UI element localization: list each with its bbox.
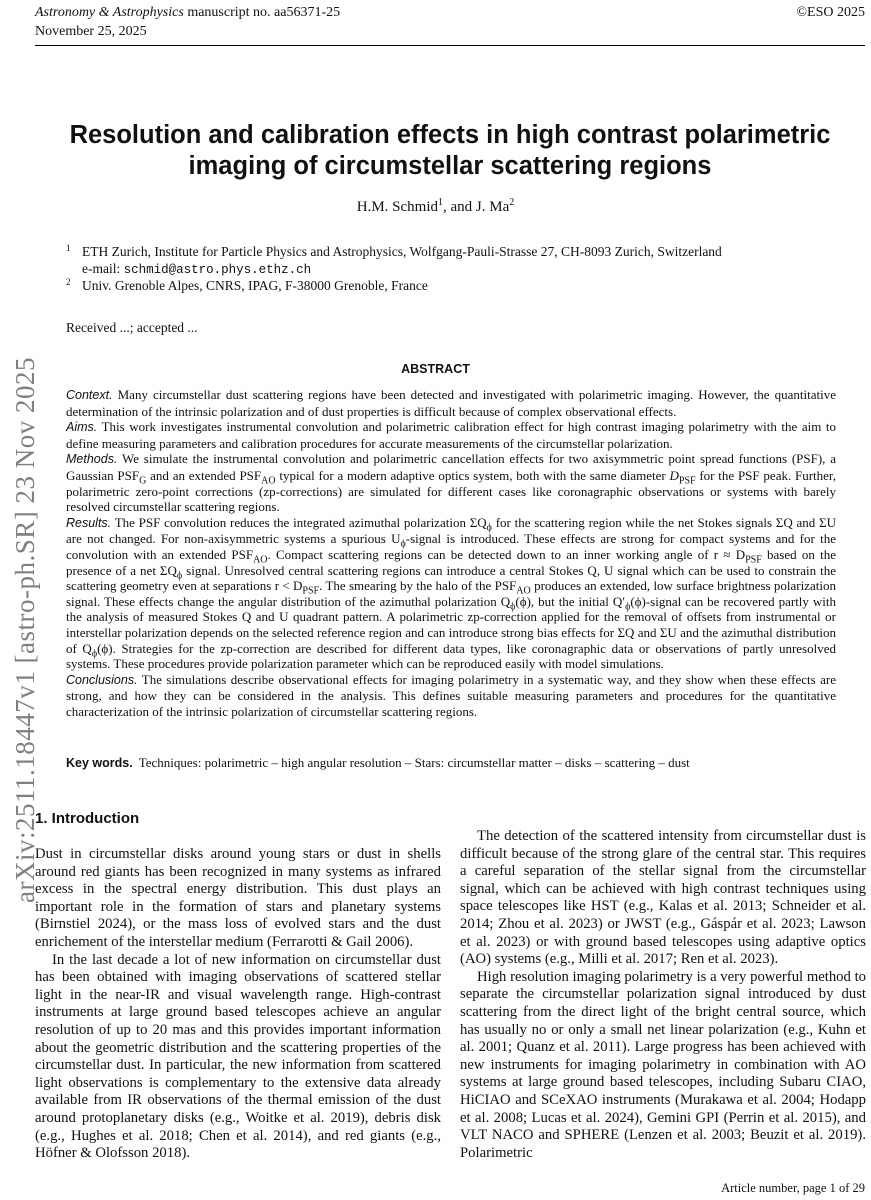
copyright: ©ESO 2025 xyxy=(796,5,865,20)
right-column xyxy=(460,828,866,1162)
keywords-text: Techniques: polarimetric – high angular resolution – Stars: circumstellar matter – disks – scattering – dust xyxy=(138,755,690,770)
email-link[interactable]: schmid@astro.phys.ethz.ch xyxy=(123,263,312,277)
keywords xyxy=(66,755,836,771)
affiliation-text: ETH Zurich, Institute for Particle Physics and Astrophysics, Wolfgang-Pauli-Strasse 27, CH-8093 Zurich, Switzerland xyxy=(82,244,722,259)
abstract-context: Context. Many circumstellar dust scattering regions have been detected and investigated with polarimetric imaging. However, the quantitative determination of the intrinsic polarization and of dust properties is difficult because of complex observational effects. xyxy=(66,387,836,419)
abstract-conclusions: Conclusions. The simulations describe observational effects for imaging polarimetry in a systematic way, and they show when these effects are strong, and how they can be considered in the analysis. This defines suitable measuring parameters and procedures for the quantitative characterization of the intrinsic polarization of circumstellar scattering regions. xyxy=(66,671,837,719)
keywords-label: Key words. xyxy=(66,756,133,770)
abstract-heading: ABSTRACT xyxy=(401,362,470,376)
abstract-methods: Methods. We simulate the instrumental convolution and polarimetric cancellation effects for two axisymmetric point spread functions (PSF), a Gaussian $PSF_G$ and an extended $PSF_{AO}$ typical for a modern adaptive optics system, both with the same diameter $D_{PSF}$ for the PSF peak. Further, polarimetric zero-point corrections (zp-corrections) are simulated for different cases like coronagraphic observations or systems with barely resolved circumstellar scattering regions. xyxy=(66,451,836,515)
page-footer: Article number, page 1 of 29 xyxy=(721,1181,865,1195)
left-column xyxy=(35,846,441,1163)
affiliation-number: 2 xyxy=(66,277,71,287)
received-line: Received ...; accepted ... xyxy=(66,320,198,335)
section-heading-introduction: 1. Introduction xyxy=(35,810,140,827)
affiliation-number: 1 xyxy=(66,243,71,253)
affiliation-text: Univ. Grenoble Alpes, CNRS, IPAG, F-38000 Grenoble, France xyxy=(82,278,428,293)
manuscript-number: manuscript no. aa56371-25 xyxy=(187,5,341,20)
paper-title: Resolution and calibration effects in high contrast polarimetric imaging of circumstellar scattering regions xyxy=(69,121,831,180)
journal-name: Astronomy & Astrophysics xyxy=(35,5,184,20)
author-1-affil: 1 xyxy=(438,197,443,208)
intro-paragraph-3: The detection of the scattered intensity from circumstellar dust is difficult because of the strong glare of the central star. This requires a careful separation of the stellar signal from the circumstellar signal, which can be achieved with high contrast techniques using space telescopes like HST (e.g., Kalas et al. 2013; Schneider et al. 2014; Zhou et al. 2023) or JWST (e.g., Gáspár et al. 2023; Lawson et al. 2023) or with ground based telescopes using adaptive optics (AO) systems (e.g., Milli et al. 2017; Ren et al. 2023). xyxy=(460,828,866,968)
abstract-results: Results. The PSF convolution reduces the integrated azimuthal polarization $\Sigma Q_\phi$ for the scattering region while the net Stokes signals ΣQ and ΣU are not changed. For non-axisymmetric systems a spurious $U_\phi$-signal is introduced. These effects are strong for compact systems and for the convolution with an extended $PSF_{AO}$. Compact scattering regions can be detected down to an inner working angle of $r \approx D_{PSF}$ based on the presence of a net $\Sigma Q_\phi$ signal. Unresolved central scattering regions can introduce a central Stokes Q, U signal which can be used to constrain the scattering geometry even at separations $r < D_{PSF}$. The smearing by the halo of the $PSF_{AO}$ produces an extended, low surface brightness polarization signal. These effects change the angular distribution of the azimuthal polarization $Q_\phi(\phi)$, but the initial $Q'_\phi(\phi)$-signal can be recovered partly with the analysis of measured Stokes Q and U quadrant pattern. A polarimetric zp-correction applied for the removal of offsets from instrumental or interstellar polarization depends on the selected reference region and can introduce strong bias effects for ΣQ and ΣU and the azimuthal distribution of $Q_\phi(\phi)$. Strategies for the zp-correction are described for different data types, like coronagraphic data or observations of partly unresolved systems. These procedures provide polarization parameter which can be reproduced easily with model simulations. xyxy=(66,514,837,672)
author-2: , and J. Ma xyxy=(443,199,510,215)
email-label: e-mail: xyxy=(82,261,124,276)
arxiv-sidebar-stamp: arXiv:2511.18447v1 [astro-ph.SR] 23 Nov 2025 xyxy=(10,357,40,903)
abstract-aims: Aims. This work investigates instrumental convolution and polarimetric calibration effect for high contrast imaging polarimetry with the aim to define measuring parameters and calibration procedures for accurate measurements of the circumstellar polarization. xyxy=(66,419,836,451)
author-list xyxy=(0,199,871,216)
intro-paragraph-4: High resolution imaging polarimetry is a very powerful method to separate the circumstellar polarization signal introduced by dust scattering from the direct light of the bright central source, which has usually no or only a small net linear polarization (e.g., Kuhn et al. 2001; Quanz et al. 2011). Large progress has been achieved with new instruments for imaging polarimetry in combination with AO systems at large ground based telescopes, including Subaru CIAO, HiCIAO and SCeXAO instruments (Murakawa et al. 2004; Hodapp et al. 2008; Lucas et al. 2024), Gemini GPI (Perrin et al. 2015), and VLT NACO and SPHERE (Lenzen et al. 2003; Beuzit et al. 2019). Polarimetric xyxy=(460,968,866,1161)
author-1: H.M. Schmid xyxy=(356,199,438,215)
intro-paragraph-1: Dust in circumstellar disks around young stars or dust in shells around red giants has been recognized in many systems as infrared excess in the spectral energy distribution. This dust plays an important role in the formation of stars and planetary systems (Birnstiel 2024), or the mass loss of evolved stars and the dust enrichement of the interstellar medium (Ferrarotti & Gail 2006). xyxy=(35,846,441,950)
header-date: November 25, 2025 xyxy=(35,24,147,39)
header-rule xyxy=(35,45,865,46)
affiliation-2 xyxy=(66,277,836,294)
author-2-affil: 2 xyxy=(509,197,515,208)
intro-paragraph-2: In the last decade a lot of new information on circumstellar dust has been obtained with imaging observations of scattered stellar light in the near-IR and visual wavelength range. High-contrast instruments at large ground based telescopes achieve an angular resolution of up to 20 mas and this provides important information about the geometric distribution and the scattering properties of the circumstellar dust. In particular, the new information from scattered light observations is complementary to the extensive data already available from IR observations of the thermal emission of the dust around protoplanetary disks (e.g., Woitke et al. 2019), debris disk (e.g., Hughes et al. 2018; Chen et al. 2014), and red giants (e.g., Höfner & Olofsson 2018). xyxy=(35,951,441,1162)
running-header xyxy=(35,3,865,41)
abstract-body xyxy=(66,387,836,719)
affiliation-1 xyxy=(66,243,836,279)
